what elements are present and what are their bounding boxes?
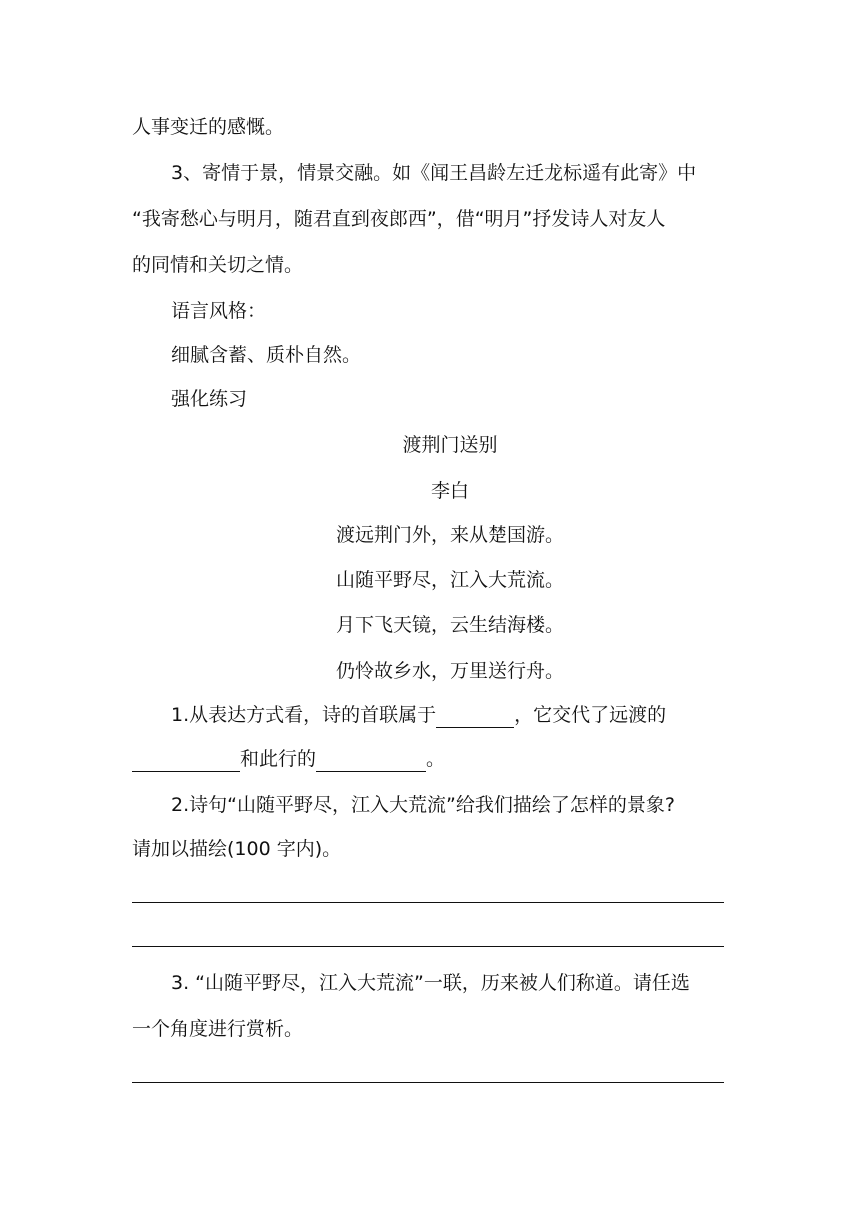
poem-line-4: 仍怜故乡水，万里送行舟。 xyxy=(335,660,564,682)
point3-line1: 3、寄情于景，情景交融。如《闻王昌龄左迁龙标遥有此寄》中 xyxy=(171,162,697,184)
question-1-blank-2[interactable] xyxy=(132,749,240,772)
question-1-part4: 。 xyxy=(426,748,446,770)
point3-line3: 的同情和关切之情。 xyxy=(132,254,304,276)
poem-line-1: 渡远荆门外，来从楚国游。 xyxy=(335,524,564,546)
style-heading: 语言风格： xyxy=(171,300,267,322)
question-1-line2 xyxy=(132,746,445,772)
poem-line-2: 山随平野尽，江入大荒流。 xyxy=(335,569,564,591)
intro-end-text: 人事变迁的感慨。 xyxy=(132,116,285,138)
question-3-line1: 3. “山随平野尽，江入大荒流”一联，历来被人们称道。请任选 xyxy=(171,972,690,994)
question-3-line2: 一个角度进行赏析。 xyxy=(132,1018,304,1040)
question-1-part1: 1.从表达方式看，诗的首联属于 xyxy=(171,704,437,726)
question-3-answer-line-1[interactable] xyxy=(132,1082,724,1083)
question-1-part3: 和此行的 xyxy=(240,748,317,770)
question-2-line1: 2.诗句“山随平野尽，江入大荒流”给我们描绘了怎样的景象? xyxy=(171,794,675,816)
question-1-blank-3[interactable] xyxy=(316,749,426,772)
poem-title: 渡荆门送别 xyxy=(402,434,498,456)
style-content: 细腻含蓄、质朴自然。 xyxy=(171,344,362,366)
point3-line2: “我寄愁心与明月，随君直到夜郎西”，借“明月”抒发诗人对友人 xyxy=(132,208,666,230)
question-2-line2: 请加以描绘(100 字内)。 xyxy=(132,838,342,860)
question-1-part2: ，它交代了远渡的 xyxy=(514,704,667,726)
question-1-blank-1[interactable] xyxy=(436,705,514,728)
question-1-line1 xyxy=(171,702,666,728)
poem-line-3: 月下飞天镜，云生结海楼。 xyxy=(335,614,564,636)
practice-heading: 强化练习 xyxy=(171,388,248,410)
poem-author: 李白 xyxy=(430,480,469,502)
question-2-answer-line-2[interactable] xyxy=(132,946,724,947)
question-2-answer-line-1[interactable] xyxy=(132,902,724,903)
